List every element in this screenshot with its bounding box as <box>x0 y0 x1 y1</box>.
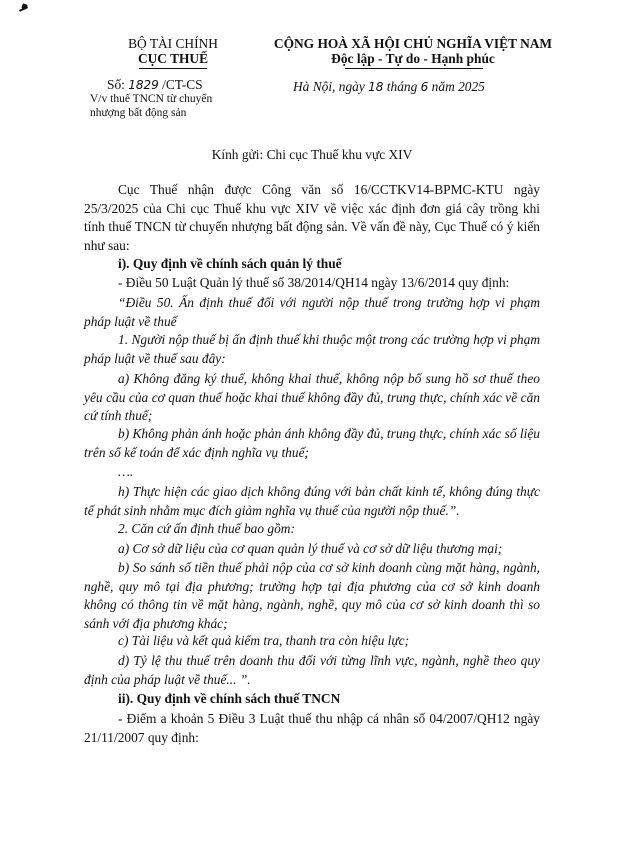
issue-date <box>293 79 485 95</box>
quote-item-a: a) Không đăng ký thuế, không khai thuế, không nộp bổ sung hồ sơ thuế theo yêu cầu của cơ quan thuế hoặc khai thuế không đầy đủ, trung thực, chính xác về căn cứ tính thuế; <box>84 371 540 423</box>
date-year: năm 2025 <box>431 79 485 94</box>
header-left-underline <box>139 68 207 69</box>
quote-title: “Điều 50. Ấn định thuế đối với người nộp thuế trong trường hợp vi phạm pháp luật về thuế <box>84 295 540 329</box>
legal-reference: - Điểm a khoản 5 Điều 3 Luật thuế thu nhập cá nhân số 04/2007/QH12 ngày 21/11/2007 quy định: <box>84 711 540 745</box>
section-heading: ii). Quy định về chính sách thuế TNCN <box>118 691 341 706</box>
number-prefix: Số: <box>107 77 125 92</box>
quote-basis-d: d) Tỷ lệ thu thuế trên doanh thu đối với từng lĩnh vực, ngành, nghề theo quy định của pháp luật về thuế... ”. <box>84 653 540 687</box>
country-name: CỘNG HOÀ XÃ HỘI CHỦ NGHĨA VIỆT NAM <box>273 36 553 51</box>
department-name: CỤC THUẾ <box>137 51 209 66</box>
subject-line-2: nhượng bất động sản <box>90 107 187 119</box>
legal-reference: - Điều 50 Luật Quản lý thuế số 38/2014/QH14 ngày 13/6/2014 quy định: <box>118 275 510 290</box>
quote-clause-1: 1. Người nộp thuế bị ấn định thuế khi thuộc một trong các trường hợp vi phạm pháp luật về thuế sau đây: <box>84 332 540 366</box>
quote-item-h: h) Thực hiện các giao dịch không đúng với bản chất kinh tế, không đúng thực tế phát sinh nhằm mục đích giảm nghĩa vụ thuế của người nộp thuế.”. <box>84 484 540 518</box>
quote-clause-2: 2. Căn cứ ấn định thuế bao gồm: <box>118 521 295 536</box>
subject-line-1: V/v thuế TNCN từ chuyển <box>90 93 213 105</box>
date-prefix: Hà Nội, ngày <box>293 79 365 94</box>
section-heading: i). Quy định về chính sách quản lý thuế <box>118 256 342 271</box>
ministry-name: BỘ TÀI CHÍNH <box>128 36 218 51</box>
quote-basis-a: a) Cơ sở dữ liệu của cơ quan quản lý thuế và cơ sở dữ liệu thương mại; <box>118 541 503 556</box>
date-month-label: tháng <box>386 79 418 94</box>
recipient-line: Kính gửi: Chi cục Thuế khu vực XIV <box>211 147 413 162</box>
quote-ellipsis: …. <box>118 464 134 479</box>
quote-basis-b: b) So sánh số tiền thuế phải nộp của cơ sở kinh doanh cùng mặt hàng, ngành, nghề, quy mô tại địa phương; trường hợp tại địa phương của cơ sở kinh doanh không có thông tin về mặt hàng, ngành, nghề, quy mô của cơ sở kinh doanh thì so sánh với địa phương khác; <box>84 560 540 631</box>
number-suffix: /CT-CS <box>162 77 203 92</box>
document-number <box>107 77 203 93</box>
quote-item-b: b) Không phản ánh hoặc phản ánh không đầy đủ, trung thực, chính xác số liệu trên sổ kế toán để xác định nghĩa vụ thuế; <box>84 426 540 460</box>
header-right-underline <box>345 68 483 69</box>
national-motto: Độc lập - Tự do - Hạnh phúc <box>331 51 495 66</box>
date-month: 6 <box>420 80 429 94</box>
date-day: 18 <box>368 80 384 94</box>
intro-paragraph: Cục Thuế nhận được Công văn số 16/CCTKV14-BPMC-KTU ngày 25/3/2025 của Chi cục Thuế khu vực XIV về việc xác định đơn giá cây trồng khi tính thuế TNCN từ chuyển nhượng bất động sản. Về vấn đề này, Cục Thuế có ý kiến như sau: <box>84 182 540 253</box>
quote-basis-c: c) Tài liệu và kết quả kiểm tra, thanh tra còn hiệu lực; <box>118 633 410 648</box>
number-handwritten: 1829 <box>128 78 159 92</box>
